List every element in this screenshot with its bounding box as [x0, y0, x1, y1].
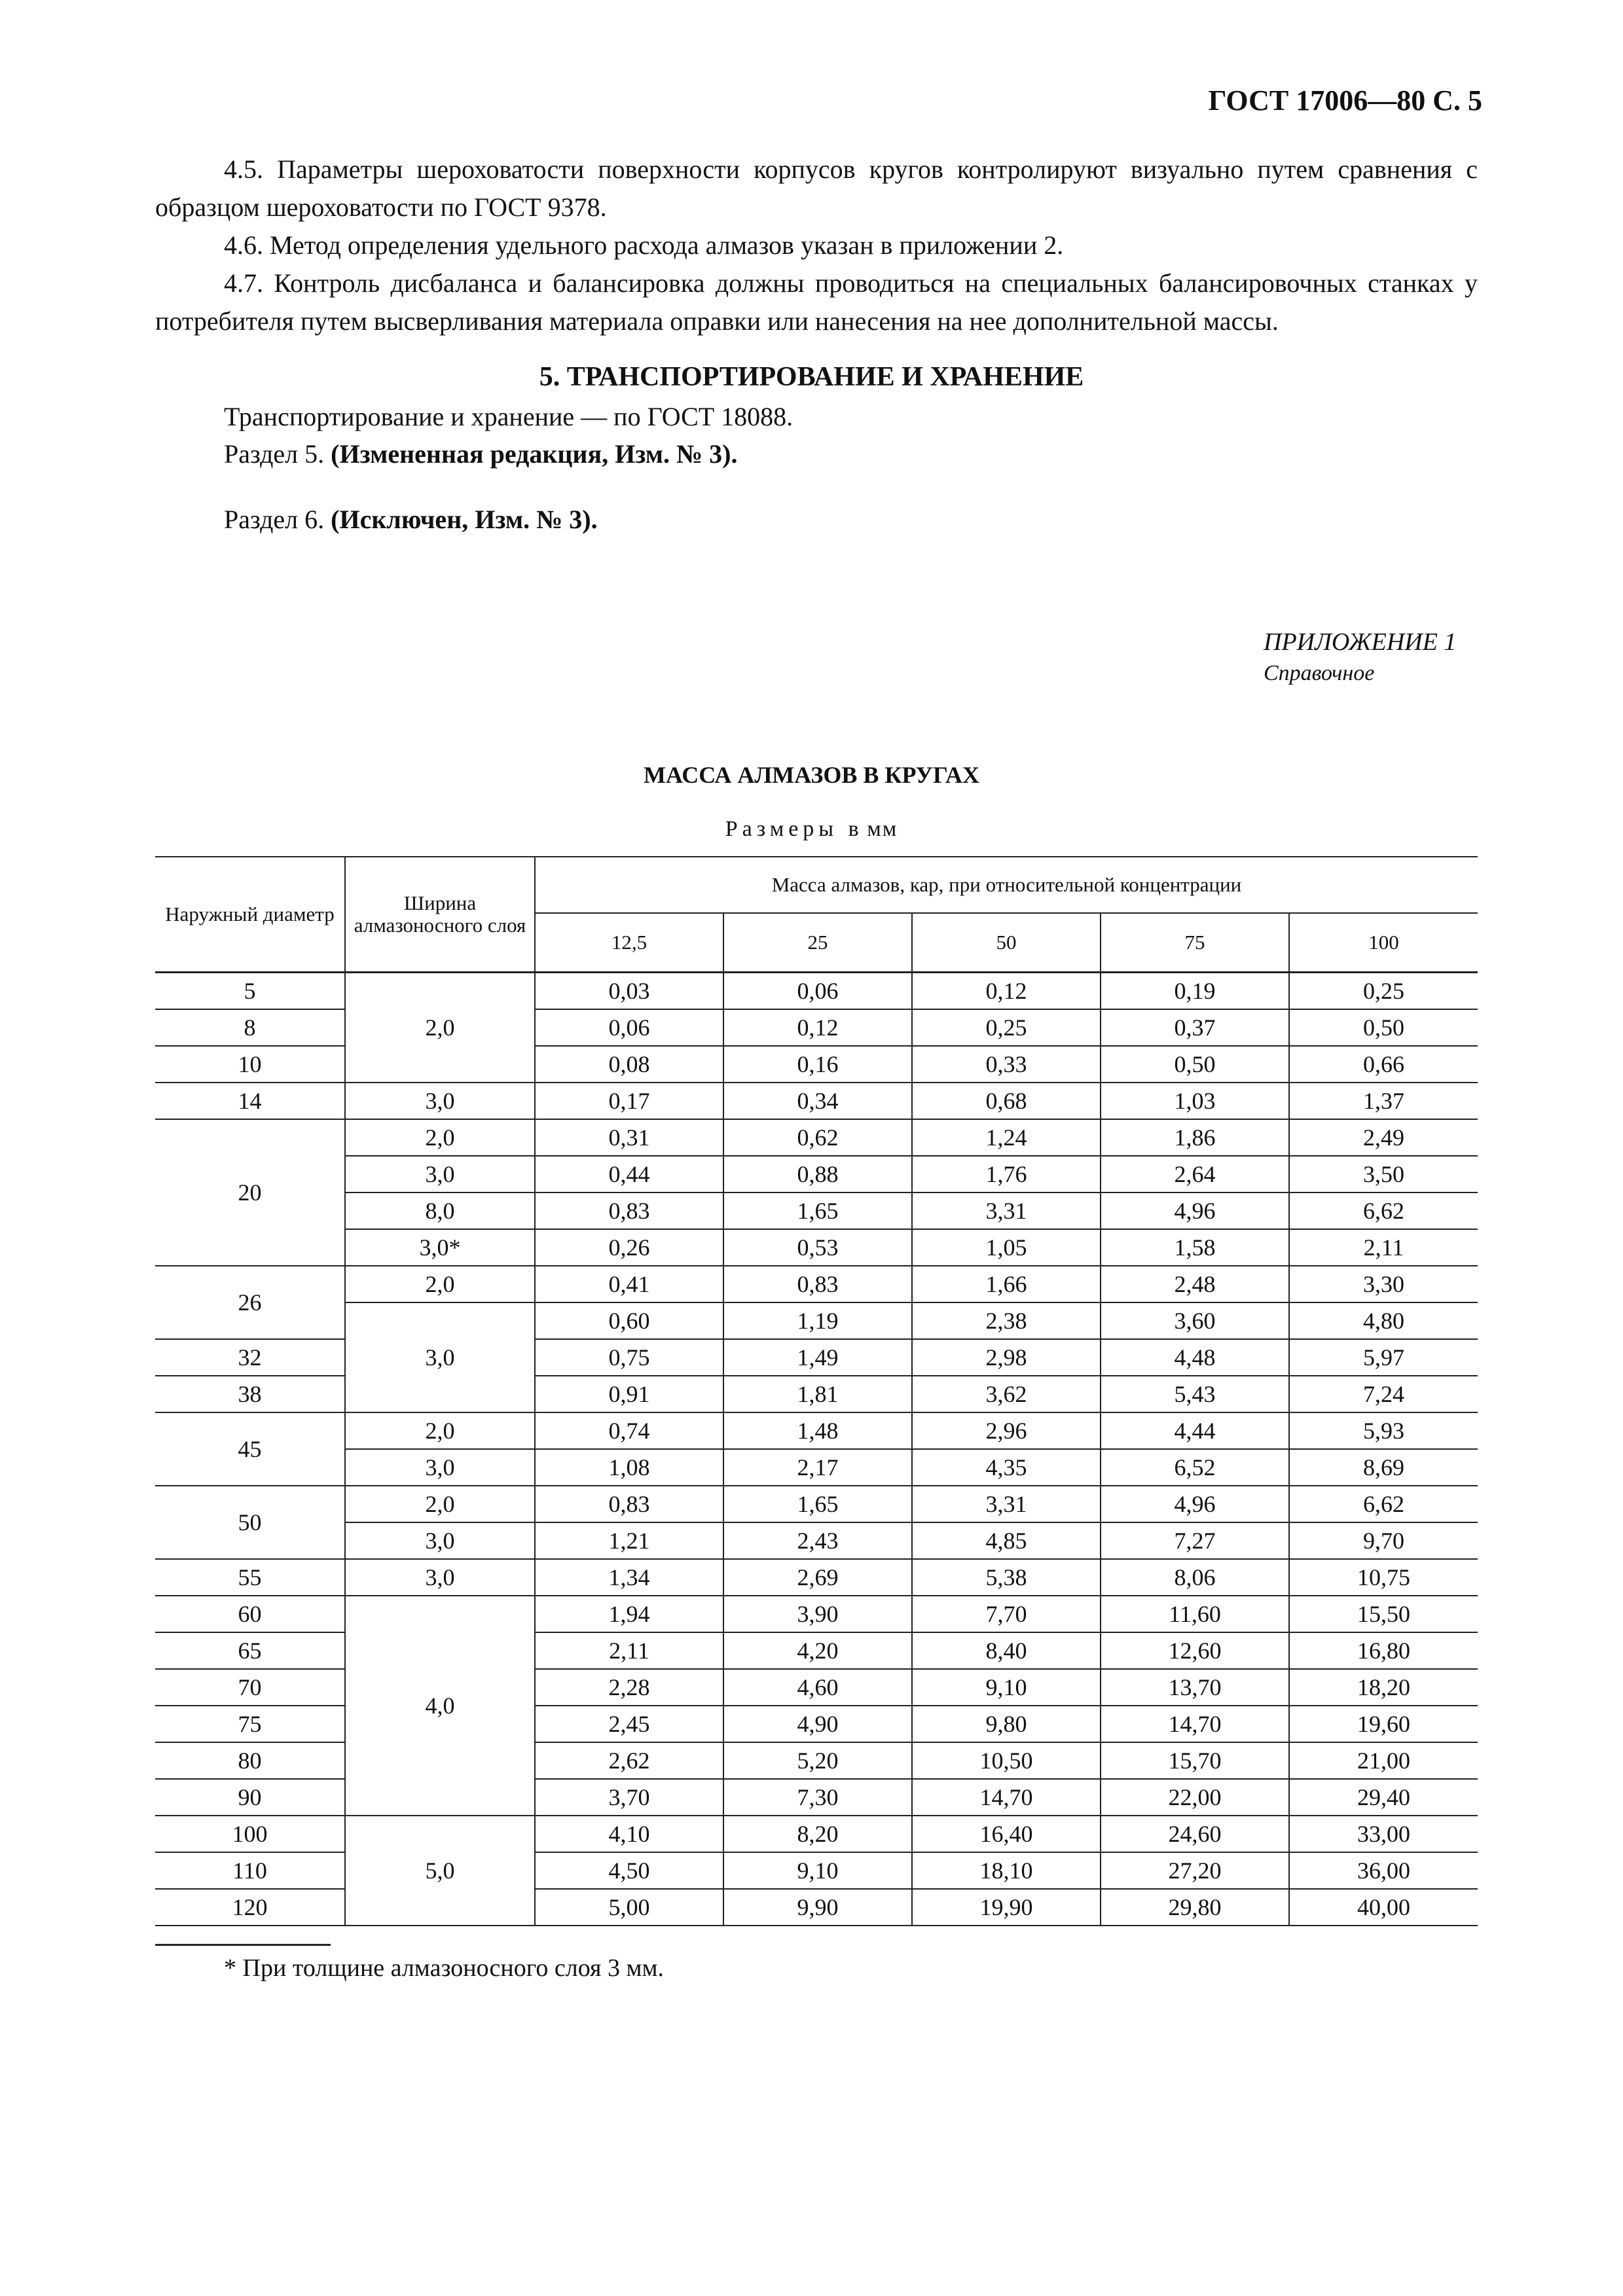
- cell-mass-value: 15,70: [1101, 1742, 1289, 1779]
- cell-mass-value: 2,43: [723, 1522, 912, 1559]
- cell-mass-value: 2,45: [535, 1706, 723, 1742]
- cell-mass-value: 29,80: [1101, 1889, 1289, 1926]
- table-row: [155, 1119, 1478, 1156]
- cell-mass-value: 5,97: [1289, 1339, 1478, 1376]
- cell-mass-value: 1,86: [1101, 1119, 1289, 1156]
- units-label: Размеры: [725, 817, 839, 841]
- cell-mass-value: 9,10: [723, 1852, 912, 1889]
- cell-mass-value: 3,90: [723, 1596, 912, 1632]
- table-row: [155, 1596, 1478, 1632]
- cell-mass-value: 6,62: [1289, 1193, 1478, 1229]
- cell-mass-value: 0,75: [535, 1339, 723, 1376]
- table-row: [155, 973, 1478, 1010]
- cell-mass-value: 5,20: [723, 1742, 912, 1779]
- cell-width: 8,0: [345, 1193, 535, 1229]
- cell-width: 5,0: [345, 1816, 535, 1926]
- table-row: [155, 1083, 1478, 1119]
- cell-mass-value: 1,65: [723, 1486, 912, 1522]
- header-conc-12-5: 12,5: [535, 913, 723, 973]
- cell-mass-value: 14,70: [912, 1779, 1101, 1816]
- cell-mass-value: 19,60: [1289, 1706, 1478, 1742]
- cell-mass-value: 1,65: [723, 1193, 912, 1229]
- cell-mass-value: 2,28: [535, 1669, 723, 1706]
- cell-mass-value: 13,70: [1101, 1669, 1289, 1706]
- cell-mass-value: 0,83: [723, 1266, 912, 1302]
- cell-mass-value: 0,68: [912, 1083, 1101, 1119]
- header-mass-group: Масса алмазов, кар, при относительной концентрации: [535, 857, 1478, 913]
- cell-diameter: 100: [155, 1816, 345, 1852]
- cell-mass-value: 8,20: [723, 1816, 912, 1852]
- cell-mass-value: 4,10: [535, 1816, 723, 1852]
- table-title: МАССА АЛМАЗОВ В КРУГАХ: [644, 762, 979, 788]
- diamond-mass-table: [155, 856, 1478, 1926]
- cell-mass-value: 6,52: [1101, 1449, 1289, 1486]
- section-5-note-prefix: Раздел 5.: [224, 439, 325, 469]
- cell-mass-value: 3,60: [1101, 1302, 1289, 1339]
- cell-mass-value: 2,64: [1101, 1156, 1289, 1193]
- cell-mass-value: 0,83: [535, 1193, 723, 1229]
- cell-mass-value: 4,48: [1101, 1339, 1289, 1376]
- cell-mass-value: 2,69: [723, 1559, 912, 1596]
- page-header: ГОСТ 17006—80 С. 5: [1208, 84, 1482, 117]
- header-width: Ширина алмазоносного слоя: [345, 857, 535, 973]
- table-row: [155, 1302, 1478, 1339]
- header-conc-25: 25: [723, 913, 912, 973]
- section-5-note-bold: (Измененная редакция, Изм. № 3).: [331, 439, 738, 469]
- cell-mass-value: 8,69: [1289, 1449, 1478, 1486]
- table-units: [0, 817, 1623, 842]
- section-5-title: 5. ТРАНСПОРТИРОВАНИЕ И ХРАНЕНИЕ: [539, 362, 1084, 392]
- cell-mass-value: 8,40: [912, 1632, 1101, 1669]
- cell-mass-value: 0,33: [912, 1046, 1101, 1083]
- cell-mass-value: 1,34: [535, 1559, 723, 1596]
- cell-mass-value: 0,91: [535, 1376, 723, 1412]
- cell-mass-value: 0,25: [1289, 973, 1478, 1010]
- table-row: [155, 1266, 1478, 1302]
- cell-mass-value: 4,85: [912, 1522, 1101, 1559]
- cell-mass-value: 5,00: [535, 1889, 723, 1926]
- section-5-note: [224, 439, 738, 469]
- cell-mass-value: 5,43: [1101, 1376, 1289, 1412]
- cell-diameter: 55: [155, 1559, 345, 1596]
- cell-mass-value: 1,05: [912, 1229, 1101, 1266]
- cell-mass-value: 0,25: [912, 1009, 1101, 1046]
- cell-mass-value: 33,00: [1289, 1816, 1478, 1852]
- table-row: [155, 1486, 1478, 1522]
- cell-mass-value: 3,70: [535, 1779, 723, 1816]
- cell-mass-value: 0,06: [723, 973, 912, 1010]
- table-row: [155, 1412, 1478, 1449]
- cell-diameter: 60: [155, 1596, 345, 1632]
- cell-mass-value: 21,00: [1289, 1742, 1478, 1779]
- cell-mass-value: 0,19: [1101, 973, 1289, 1010]
- cell-mass-value: 0,37: [1101, 1009, 1289, 1046]
- footnote: * При толщине алмазоносного слоя 3 мм.: [224, 1954, 665, 1982]
- section-5-text: Транспортирование и хранение — по ГОСТ 18088.: [224, 402, 793, 431]
- cell-mass-value: 19,90: [912, 1889, 1101, 1926]
- paragraph-4-5: 4.5. Параметры шероховатости поверхности корпусов кругов контролируют визуально путем сравнения с образцом шероховатости по ГОСТ 9378.: [155, 154, 1478, 222]
- cell-mass-value: 16,40: [912, 1816, 1101, 1852]
- table-row: [155, 1522, 1478, 1559]
- cell-mass-value: 0,26: [535, 1229, 723, 1266]
- cell-mass-value: 0,12: [912, 973, 1101, 1010]
- header-diameter: Наружный диаметр: [155, 857, 345, 973]
- cell-mass-value: 1,58: [1101, 1229, 1289, 1266]
- cell-width: 3,0: [345, 1522, 535, 1559]
- body-paragraphs: [155, 151, 1478, 340]
- cell-mass-value: 7,70: [912, 1596, 1101, 1632]
- units-tail: в мм: [848, 817, 898, 841]
- cell-mass-value: 4,90: [723, 1706, 912, 1742]
- cell-mass-value: 0,34: [723, 1083, 912, 1119]
- cell-mass-value: 0,41: [535, 1266, 723, 1302]
- cell-diameter: 70: [155, 1669, 345, 1706]
- cell-mass-value: 7,30: [723, 1779, 912, 1816]
- cell-diameter: 45: [155, 1412, 345, 1486]
- cell-mass-value: 27,20: [1101, 1852, 1289, 1889]
- cell-diameter: 10: [155, 1046, 345, 1083]
- cell-mass-value: 7,27: [1101, 1522, 1289, 1559]
- cell-mass-value: 9,10: [912, 1669, 1101, 1706]
- cell-mass-value: 1,94: [535, 1596, 723, 1632]
- cell-mass-value: 0,16: [723, 1046, 912, 1083]
- cell-mass-value: 1,49: [723, 1339, 912, 1376]
- cell-mass-value: 4,35: [912, 1449, 1101, 1486]
- cell-mass-value: 14,70: [1101, 1706, 1289, 1742]
- cell-mass-value: 0,31: [535, 1119, 723, 1156]
- table-row: [155, 1816, 1478, 1852]
- cell-mass-value: 24,60: [1101, 1816, 1289, 1852]
- cell-diameter: 80: [155, 1742, 345, 1779]
- cell-mass-value: 9,80: [912, 1706, 1101, 1742]
- cell-mass-value: 3,31: [912, 1193, 1101, 1229]
- cell-diameter: 5: [155, 973, 345, 1010]
- cell-mass-value: 1,21: [535, 1522, 723, 1559]
- cell-diameter: 26: [155, 1266, 345, 1339]
- cell-mass-value: 4,80: [1289, 1302, 1478, 1339]
- cell-mass-value: 2,98: [912, 1339, 1101, 1376]
- cell-mass-value: 7,24: [1289, 1376, 1478, 1412]
- cell-diameter: 8: [155, 1009, 345, 1046]
- cell-mass-value: 0,08: [535, 1046, 723, 1083]
- cell-diameter: 50: [155, 1486, 345, 1559]
- cell-mass-value: 0,12: [723, 1009, 912, 1046]
- cell-mass-value: 3,62: [912, 1376, 1101, 1412]
- cell-mass-value: 0,62: [723, 1119, 912, 1156]
- cell-mass-value: 3,30: [1289, 1266, 1478, 1302]
- cell-mass-value: 18,10: [912, 1852, 1101, 1889]
- table-row: [155, 1449, 1478, 1486]
- cell-mass-value: 8,06: [1101, 1559, 1289, 1596]
- footnote-rule: [155, 1944, 331, 1946]
- cell-diameter: 110: [155, 1852, 345, 1889]
- cell-mass-value: 1,19: [723, 1302, 912, 1339]
- cell-mass-value: 2,49: [1289, 1119, 1478, 1156]
- cell-width: 2,0: [345, 1119, 535, 1156]
- cell-mass-value: 16,80: [1289, 1632, 1478, 1669]
- cell-mass-value: 0,03: [535, 973, 723, 1010]
- cell-mass-value: 12,60: [1101, 1632, 1289, 1669]
- cell-mass-value: 11,60: [1101, 1596, 1289, 1632]
- cell-mass-value: 1,66: [912, 1266, 1101, 1302]
- cell-diameter: 120: [155, 1889, 345, 1926]
- cell-mass-value: 0,44: [535, 1156, 723, 1193]
- header-conc-100: 100: [1289, 913, 1478, 973]
- cell-mass-value: 10,50: [912, 1742, 1101, 1779]
- cell-mass-value: 4,44: [1101, 1412, 1289, 1449]
- cell-width: 3,0: [345, 1083, 535, 1119]
- cell-diameter: 38: [155, 1376, 345, 1412]
- cell-width: 2,0: [345, 1486, 535, 1522]
- header-conc-75: 75: [1101, 913, 1289, 973]
- cell-mass-value: 4,96: [1101, 1486, 1289, 1522]
- cell-mass-value: 6,62: [1289, 1486, 1478, 1522]
- cell-mass-value: 3,50: [1289, 1156, 1478, 1193]
- cell-diameter: 65: [155, 1632, 345, 1669]
- cell-mass-value: 9,70: [1289, 1522, 1478, 1559]
- cell-mass-value: 0,17: [535, 1083, 723, 1119]
- cell-width: 3,0: [345, 1449, 535, 1486]
- cell-width: 3,0*: [345, 1229, 535, 1266]
- cell-mass-value: 3,31: [912, 1486, 1101, 1522]
- cell-mass-value: 18,20: [1289, 1669, 1478, 1706]
- section-6-prefix: Раздел 6.: [224, 505, 325, 534]
- cell-mass-value: 4,50: [535, 1852, 723, 1889]
- paragraph-4-7: 4.7. Контроль дисбаланса и балансировка должны проводиться на специальных балансировочных станках у потребителя путем высверливания материала оправки или нанесения на нее дополнительной массы.: [155, 268, 1478, 336]
- cell-width: 2,0: [345, 1412, 535, 1449]
- cell-mass-value: 0,74: [535, 1412, 723, 1449]
- cell-diameter: 75: [155, 1706, 345, 1742]
- cell-mass-value: 0,53: [723, 1229, 912, 1266]
- cell-mass-value: 0,50: [1101, 1046, 1289, 1083]
- cell-mass-value: 2,48: [1101, 1266, 1289, 1302]
- cell-mass-value: 36,00: [1289, 1852, 1478, 1889]
- cell-mass-value: 4,96: [1101, 1193, 1289, 1229]
- cell-mass-value: 0,50: [1289, 1009, 1478, 1046]
- table-body: [155, 973, 1478, 1926]
- cell-mass-value: 0,06: [535, 1009, 723, 1046]
- cell-diameter: 20: [155, 1119, 345, 1266]
- cell-mass-value: 9,90: [723, 1889, 912, 1926]
- cell-mass-value: 0,88: [723, 1156, 912, 1193]
- cell-mass-value: 2,17: [723, 1449, 912, 1486]
- table-row: [155, 1229, 1478, 1266]
- cell-mass-value: 2,62: [535, 1742, 723, 1779]
- cell-width: 2,0: [345, 973, 535, 1083]
- cell-mass-value: 2,96: [912, 1412, 1101, 1449]
- appendix-label: ПРИЛОЖЕНИЕ 1: [1264, 628, 1457, 656]
- cell-mass-value: 1,76: [912, 1156, 1101, 1193]
- cell-mass-value: 0,60: [535, 1302, 723, 1339]
- section-6-note: [224, 504, 598, 535]
- cell-mass-value: 1,03: [1101, 1083, 1289, 1119]
- appendix-label-block: [1264, 626, 1456, 689]
- cell-mass-value: 40,00: [1289, 1889, 1478, 1926]
- paragraph-4-6: 4.6. Метод определения удельного расхода алмазов указан в приложении 2.: [224, 230, 1064, 260]
- cell-mass-value: 2,11: [1289, 1229, 1478, 1266]
- table-row: [155, 1156, 1478, 1193]
- cell-mass-value: 1,37: [1289, 1083, 1478, 1119]
- table-row: [155, 1193, 1478, 1229]
- cell-mass-value: 10,75: [1289, 1559, 1478, 1596]
- cell-width: 4,0: [345, 1596, 535, 1816]
- header-conc-50: 50: [912, 913, 1101, 973]
- cell-mass-value: 0,66: [1289, 1046, 1478, 1083]
- cell-mass-value: 4,60: [723, 1669, 912, 1706]
- cell-mass-value: 1,48: [723, 1412, 912, 1449]
- cell-mass-value: 1,81: [723, 1376, 912, 1412]
- cell-mass-value: 2,38: [912, 1302, 1101, 1339]
- cell-mass-value: 0,83: [535, 1486, 723, 1522]
- cell-diameter: 14: [155, 1083, 345, 1119]
- cell-width: 2,0: [345, 1266, 535, 1302]
- table-row: [155, 1559, 1478, 1596]
- cell-mass-value: 4,20: [723, 1632, 912, 1669]
- cell-mass-value: 22,00: [1101, 1779, 1289, 1816]
- cell-mass-value: 29,40: [1289, 1779, 1478, 1816]
- appendix-sublabel: Справочное: [1264, 661, 1375, 685]
- cell-mass-value: 1,24: [912, 1119, 1101, 1156]
- cell-diameter: 90: [155, 1779, 345, 1816]
- cell-diameter: 32: [155, 1339, 345, 1376]
- cell-mass-value: 2,11: [535, 1632, 723, 1669]
- cell-mass-value: 1,08: [535, 1449, 723, 1486]
- cell-mass-value: 15,50: [1289, 1596, 1478, 1632]
- cell-mass-value: 5,93: [1289, 1412, 1478, 1449]
- cell-width: 3,0: [345, 1559, 535, 1596]
- cell-width: 3,0: [345, 1156, 535, 1193]
- cell-width: 3,0: [345, 1302, 535, 1412]
- section-6-bold: (Исключен, Изм. № 3).: [331, 505, 598, 534]
- cell-mass-value: 5,38: [912, 1559, 1101, 1596]
